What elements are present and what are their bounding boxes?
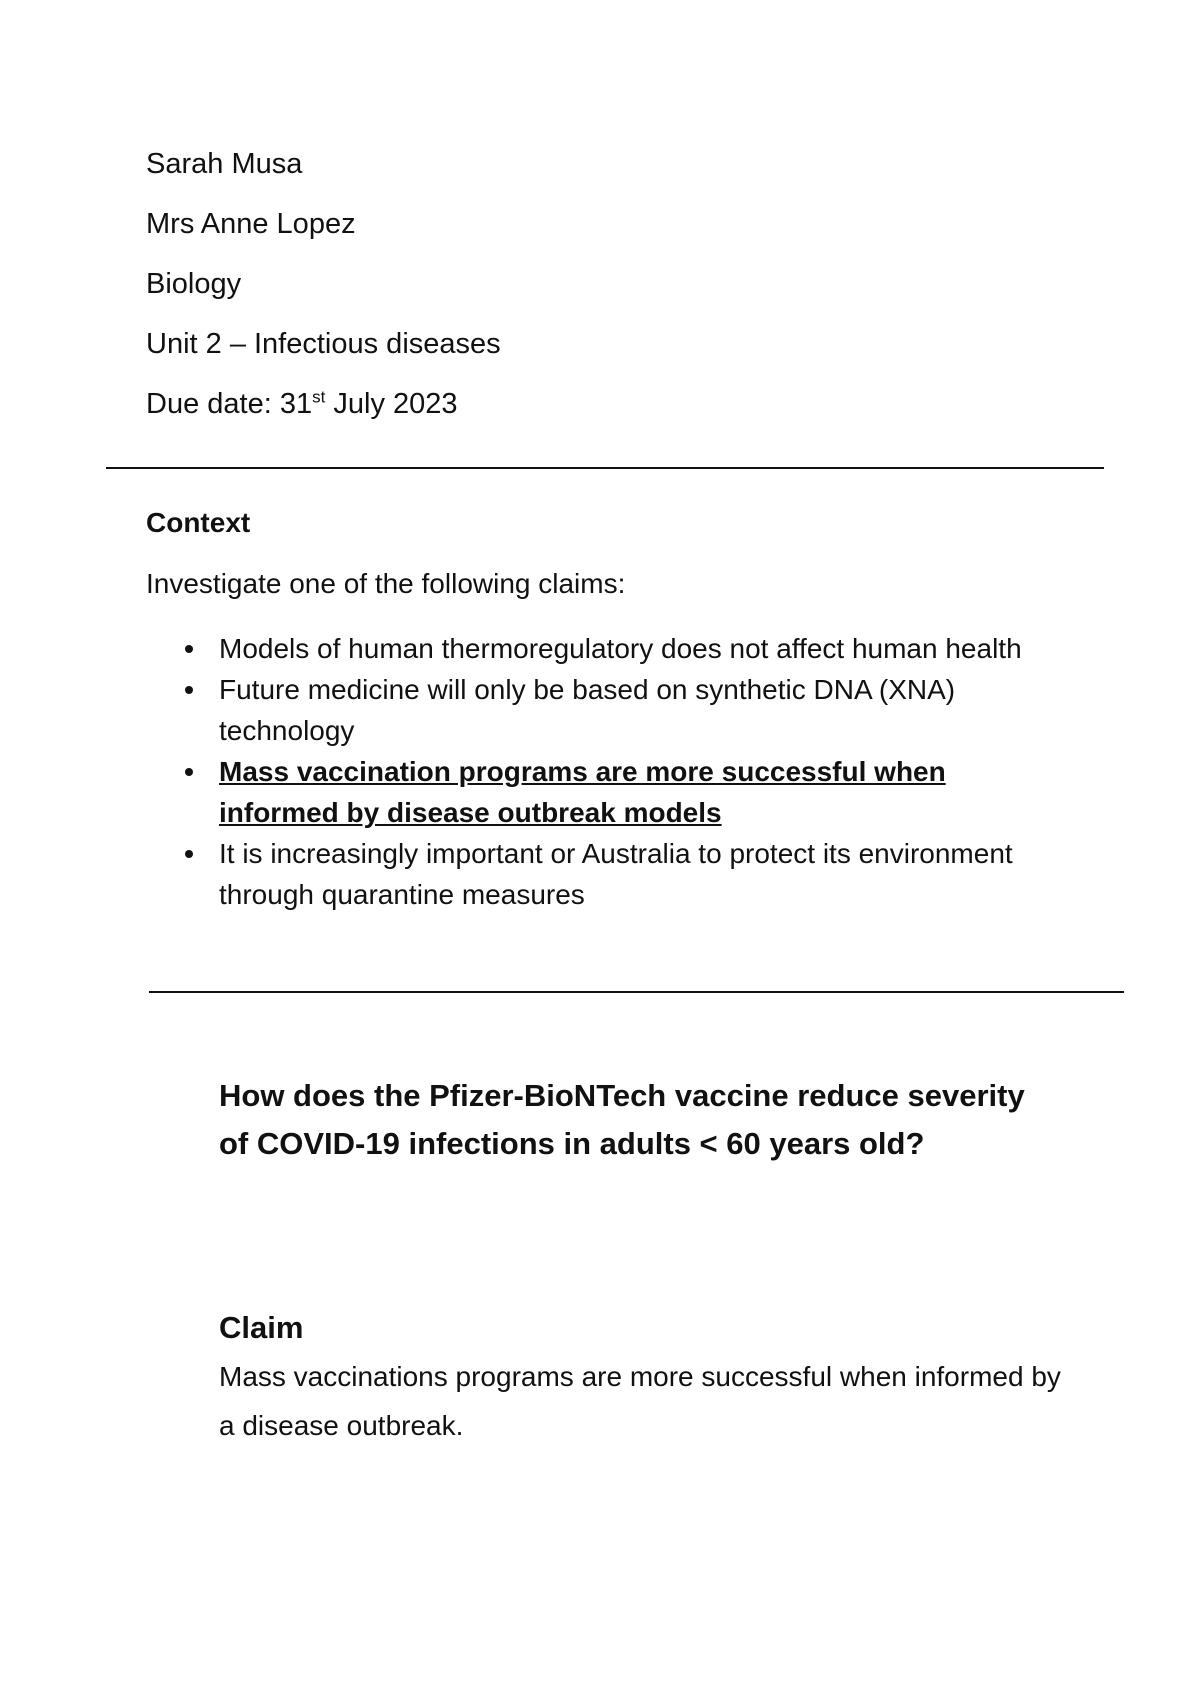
context-title: Context: [146, 507, 251, 538]
due-date-suffix: July 2023: [325, 388, 458, 420]
due-date-superscript: st: [312, 387, 326, 407]
list-item: [0, 833, 1039, 915]
bullet-icon: [185, 850, 193, 858]
teacher-name: Mrs Anne Lopez: [146, 208, 356, 240]
bullet-icon: [185, 768, 193, 776]
section-divider: [149, 991, 1124, 993]
bullet-icon: [185, 645, 193, 653]
unit-title: Unit 2 – Infectious diseases: [146, 328, 501, 360]
student-name: Sarah Musa: [146, 148, 303, 180]
section-divider: [106, 467, 1104, 469]
list-item-selected: [0, 751, 1039, 833]
claims-list: [0, 628, 1200, 915]
bullet-icon: [185, 686, 193, 694]
claim-title: Claim: [219, 1310, 304, 1345]
context-intro: Investigate one of the following claims:: [146, 568, 626, 599]
claim-text: Mass vaccinations programs are more successful when informed by a disease outbreak.: [219, 1361, 1061, 1441]
due-date: [146, 387, 458, 421]
due-date-prefix: Due date: 31: [146, 388, 313, 420]
claim-option-text: Mass vaccination programs are more successful when informed by disease outbreak models: [219, 756, 946, 828]
subject: Biology: [146, 268, 242, 300]
claim-option-text: Future medicine will only be based on synthetic DNA (XNA) technology: [219, 674, 956, 746]
research-question: How does the Pfizer-BioNTech vaccine reduce severity of COVID-19 infections in adults < 60 years old?: [219, 1078, 1025, 1161]
list-item: [0, 628, 1039, 669]
list-item: [0, 669, 1039, 751]
claim-option-text: It is increasingly important or Australia to protect its environment through quarantine measures: [219, 838, 1013, 910]
claim-option-text: Models of human thermoregulatory does not affect human health: [219, 633, 1022, 664]
